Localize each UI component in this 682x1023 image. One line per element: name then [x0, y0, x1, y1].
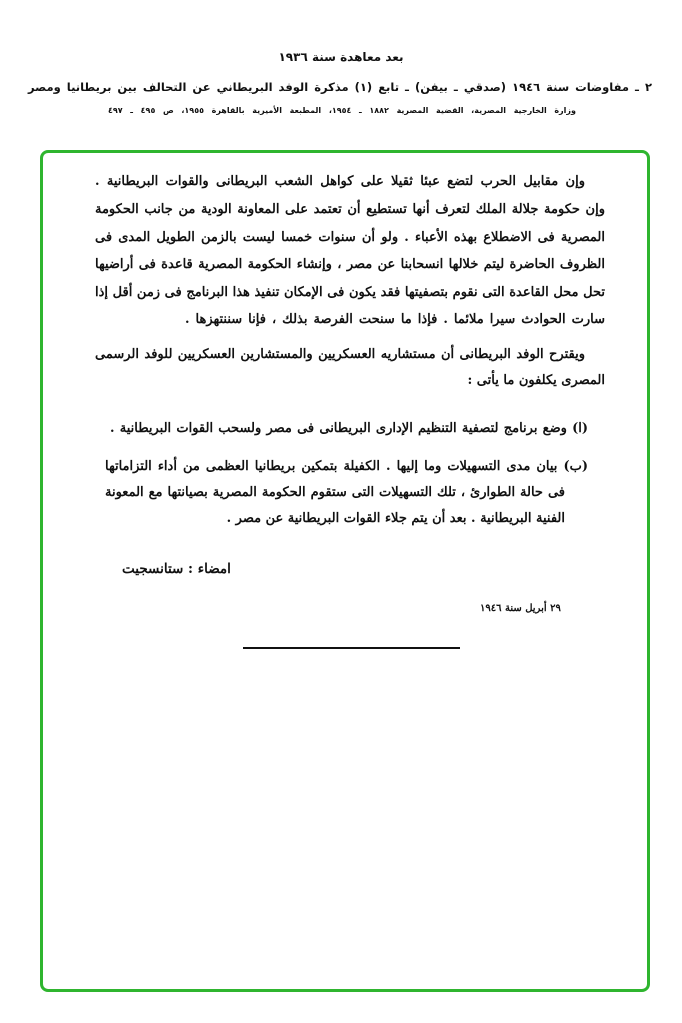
list-item-b: فى حالة الطوارئ ، تلك التسهيلات التى ستقوم الحكومة المصرية بصيانتها مع المعونة [105, 485, 565, 500]
paragraph-line: سارت الحوادث سيرا ملائما . فإذا ما سنحت الفرصة بذلك ، فإنا سننتهزها . [185, 312, 605, 327]
paragraph-line: وإن مقابيل الحرب لتضع عبئا ثقيلا على كواهل الشعب البريطانى والقوات البريطانية . [95, 174, 585, 189]
paragraph-line: المصرى يكلفون ما يأتى : [467, 373, 605, 388]
paragraph-line: وإن حكومة جلالة الملك لتعرف أنها تستطيع أن تعتمد على المعاونة الودية من جانب الحكومة [95, 202, 605, 217]
list-item-a: (ا) وضع برنامج لتصفية التنظيم الإدارى البريطانى فى مصر ولسحب القوات البريطانية . [110, 421, 588, 436]
signature: امضاء : ستانسجيت [122, 561, 231, 577]
list-item-b: الفنية البريطانية . بعد أن يتم جلاء القوات البريطانية عن مصر . [226, 511, 565, 526]
paragraph-line: الظروف الحاضرة ليتم خلالها انسحابنا عن مصر ، وإنشاء الحكومة المصرية قاعدة فى أراضيها [95, 257, 605, 272]
list-item-b: (ب) بيان مدى التسهيلات وما إليها . الكفيلة بتمكين بريطانيا العظمى من أداء التزاماتها [105, 459, 588, 474]
source-citation: وزارة الخارجية المصرية، القضية المصرية ١٨٨٢ ـ ١٩٥٤، المطبعة الأميرية بالقاهرة ١٩٥٥، ص ٤٩٥ ـ ٤٩٧ [108, 106, 576, 115]
paragraph-line: تحل محل القاعدة التى نقوم بتصفيتها فقد يكون فى الإمكان تنفيذ هذا البرنامج فى زمن أقل إذا [95, 285, 605, 300]
paragraph-line: المصرية فى الاضطلاع بهذه الأعباء . ولو أن سنوات خمسا ليست بالزمن الطويل المدى فى [95, 230, 605, 245]
separator-line [243, 647, 460, 649]
section-title: ٢ ـ مفاوضات سنة ١٩٤٦ (صدقي ـ بيفن) ـ تابع (١) مذكرة الوفد البريطاني عن التحالف بين بريطانيا ومصر [28, 80, 652, 94]
date: ٢٩ أبريل سنة ١٩٤٦ [480, 603, 561, 614]
page-heading: بعد معاهدة سنة ١٩٣٦ [278, 50, 404, 64]
paragraph-line: ويقترح الوفد البريطانى أن مستشاريه العسكريين والمستشارين العسكريين للوفد الرسمى [95, 347, 585, 362]
